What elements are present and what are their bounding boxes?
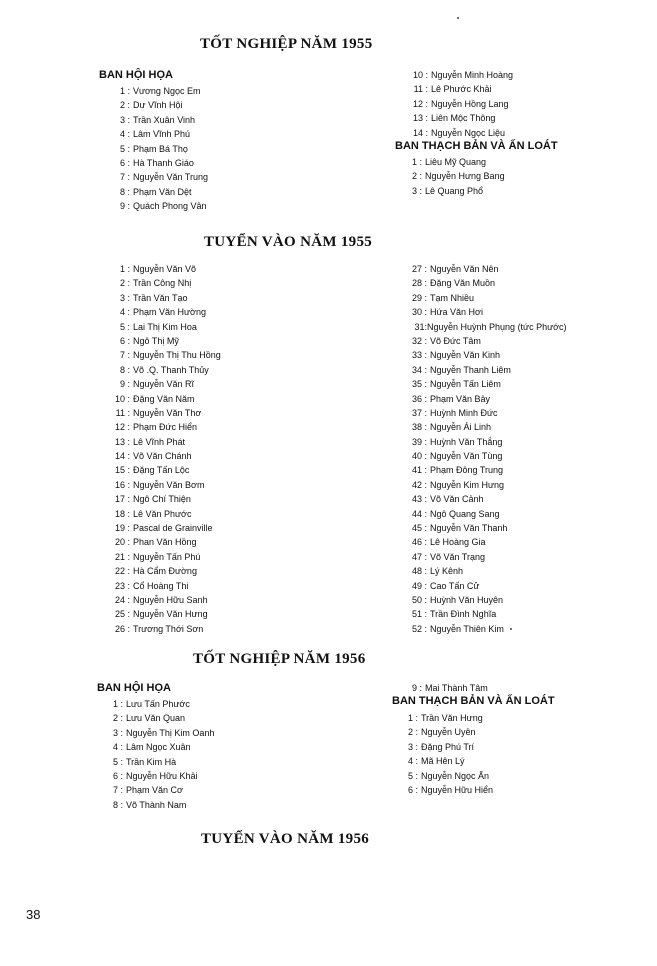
list-item: 46 : Lê Hoàng Gia bbox=[411, 537, 486, 548]
list-item: 12 : Nguyễn Hồng Lang bbox=[412, 98, 509, 109]
list-item: 7 : Phạm Văn Cơ bbox=[112, 785, 183, 796]
subhead-lithography-1955: BAN THẠCH BẢN VÀ ẤN LOÁT bbox=[395, 140, 558, 152]
list-item: 6 : Nguyễn Hữu Khải bbox=[112, 770, 198, 781]
list-admitted-1955-left bbox=[100, 262, 221, 636]
list-item: 2 : Dư Vĩnh Hội bbox=[119, 100, 183, 111]
list-item: 45 : Nguyễn Văn Thanh bbox=[411, 523, 508, 534]
list-item: 11 : Nguyễn Văn Thơ bbox=[115, 407, 202, 418]
list-admitted-1955-right bbox=[393, 262, 567, 636]
list-item: 11 : Lê Phước Khải bbox=[413, 84, 492, 95]
list-item: 7 : Nguyễn Văn Trung bbox=[119, 172, 209, 183]
list-item: 14 : Võ Văn Chánh bbox=[114, 451, 192, 462]
subhead-lithography-1956: BAN THẠCH BẢN VÀ ẤN LOÁT bbox=[392, 695, 555, 707]
subhead-painting-1956: BAN HỘI HỌA bbox=[97, 682, 171, 694]
list-item: 23 : Cổ Hoàng Thi bbox=[114, 580, 189, 591]
list-item: 39 : Huỳnh Văn Thắng bbox=[411, 436, 503, 447]
list-item: 30 : Hứa Văn Hơi bbox=[411, 307, 483, 318]
list-lithography-1956 bbox=[392, 711, 493, 797]
list-item: 24 : Nguyễn Hữu Sanh bbox=[114, 594, 208, 605]
list-item: 19 : Pascal de Grainville bbox=[114, 523, 213, 534]
list-item: 47 : Võ Văn Trạng bbox=[411, 551, 486, 562]
list-item: 2 : Nguyễn Uyên bbox=[407, 727, 476, 738]
heading-graduated-1955: TỐT NGHIỆP NĂM 1955 bbox=[200, 36, 373, 52]
list-item: 3 : Lê Quang Phổ bbox=[411, 185, 484, 196]
print-speck bbox=[510, 628, 512, 630]
list-item: 1 : Liêu Mỹ Quang bbox=[411, 157, 487, 167]
list-item: 2 : Nguyễn Hưng Bang bbox=[411, 171, 505, 182]
list-item: 48 : Lý Kênh bbox=[411, 566, 464, 577]
list-item: 37 : Huỳnh Minh Đức bbox=[411, 407, 498, 418]
list-item: 8 : Võ Thành Nam bbox=[112, 799, 187, 810]
list-item: 10 : Đặng Văn Năm bbox=[114, 393, 195, 404]
list-item: 50 : Huỳnh Văn Huyên bbox=[411, 594, 504, 605]
list-item: 8 : Phạm Văn Dệt bbox=[119, 186, 192, 197]
list-item: 29 : Tạm Nhiều bbox=[411, 292, 475, 303]
list-item: 26 : Trương Thới Sơn bbox=[114, 623, 204, 634]
list-item: 6 : Hà Thanh Giáo bbox=[119, 157, 194, 168]
list-item: 4 : Lâm Vĩnh Phú bbox=[119, 129, 191, 140]
list-item: 9 : Nguyễn Văn Rĩ bbox=[119, 379, 195, 390]
list-painting-1956-left bbox=[98, 697, 214, 812]
list-item: 5 : Nguyễn Ngọc Ấn bbox=[407, 770, 490, 781]
list-item: 1 : Trần Văn Hưng bbox=[407, 713, 483, 723]
list-item: 44 : Ngô Quang Sang bbox=[411, 508, 500, 519]
list-item: 12 : Phạm Đức Hiển bbox=[114, 422, 198, 433]
list-item: 1 : Lưu Tấn Phước bbox=[112, 699, 190, 709]
list-item: 2 : Lưu Văn Quan bbox=[112, 713, 186, 724]
list-item: 28 : Đặng Văn Muồn bbox=[411, 278, 496, 289]
list-item: 52 : Nguyễn Thiên Kim bbox=[411, 623, 504, 634]
list-item: 14 : Nguyễn Ngọc Liệu bbox=[412, 127, 506, 138]
list-item: 13 : Liên Mộc Thông bbox=[412, 113, 496, 124]
list-item: 33 : Nguyễn Văn Kinh bbox=[411, 350, 501, 361]
list-item: 9 : Quách Phong Vân bbox=[119, 201, 207, 212]
list-painting-1955-right bbox=[395, 68, 513, 140]
heading-admitted-1955: TUYỂN VÀO NĂM 1955 bbox=[204, 234, 373, 250]
list-item: 22 : Hà Cẩm Đường bbox=[114, 566, 197, 577]
list-item: 5 : Phạm Bá Thọ bbox=[119, 143, 188, 154]
heading-graduated-1956: TỐT NGHIỆP NĂM 1956 bbox=[193, 651, 366, 667]
list-item: 49 : Cao Tấn Cử bbox=[411, 580, 480, 591]
list-item: 17 : Ngô Chí Thiện bbox=[114, 494, 191, 505]
list-item: 27 : Nguyễn Văn Nên bbox=[411, 264, 499, 274]
list-item: 43 : Võ Văn Cảnh bbox=[411, 494, 484, 505]
list-item: 41 : Phạm Đông Trung bbox=[411, 465, 504, 476]
list-item: 8 : Võ .Q. Thanh Thủy bbox=[119, 364, 209, 375]
page-number: 38 bbox=[26, 907, 41, 922]
list-item: 15 : Đặng Tấn Lộc bbox=[114, 465, 190, 476]
list-item: 32 : Võ Đức Tâm bbox=[411, 335, 481, 346]
list-lithography-1955 bbox=[395, 155, 505, 198]
list-item: 51 : Trần Đình Nghĩa bbox=[411, 609, 497, 620]
list-item: 16 : Nguyễn Văn Bơm bbox=[114, 479, 205, 490]
list-item: 42 : Nguyễn Kim Hưng bbox=[411, 479, 505, 490]
list-item: 3 : Trần Văn Tạo bbox=[119, 292, 188, 303]
list-item: 34 : Nguyễn Thanh Liêm bbox=[411, 364, 511, 375]
list-painting-1956-right bbox=[395, 681, 488, 695]
list-item: 20 : Phan Văn Hồng bbox=[114, 537, 197, 548]
list-item: 3 : Đặng Phú Trí bbox=[407, 741, 475, 752]
list-item: 31:Nguyễn Huỳnh Phụng (tức Phước) bbox=[414, 321, 567, 332]
list-item: 1 : Nguyễn Văn Võ bbox=[119, 264, 197, 274]
list-item: 1 : Vương Ngọc Em bbox=[119, 86, 201, 96]
list-item: 10 : Nguyễn Minh Hoàng bbox=[412, 70, 514, 80]
list-item: 4 : Phạm Văn Hường bbox=[119, 307, 206, 318]
list-item: 6 : Ngô Thị Mỹ bbox=[119, 335, 179, 346]
list-item: 38 : Nguyễn Ái Linh bbox=[411, 422, 492, 433]
subhead-painting-1955: BAN HỘI HỌA bbox=[99, 69, 173, 81]
list-item: 5 : Lai Thị Kim Hoa bbox=[119, 321, 197, 332]
list-item: 35 : Nguyễn Tấn Liêm bbox=[411, 379, 501, 390]
list-item: 21 : Nguyễn Tấn Phú bbox=[114, 551, 201, 562]
list-item: 18 : Lê Văn Phước bbox=[114, 508, 192, 519]
list-item: 40 : Nguyễn Văn Tùng bbox=[411, 451, 503, 462]
list-item: 6 : Nguyễn Hữu Hiển bbox=[407, 784, 494, 795]
list-item: 36 : Phạm Văn Bảy bbox=[411, 393, 491, 404]
list-item: 4 : Lâm Ngọc Xuân bbox=[112, 742, 191, 753]
list-item: 4 : Mã Hên Lý bbox=[407, 756, 465, 767]
print-speck bbox=[457, 17, 459, 19]
heading-admitted-1956: TUYỂN VÀO NĂM 1956 bbox=[201, 831, 370, 847]
list-item: 13 : Lê Vĩnh Phát bbox=[114, 436, 186, 447]
list-item: 5 : Trần Kim Hà bbox=[112, 756, 177, 767]
list-item: 2 : Trần Công Nhị bbox=[119, 278, 192, 289]
list-item: 3 : Nguyễn Thị Kim Oanh bbox=[112, 727, 215, 738]
list-item: 25 : Nguyễn Văn Hưng bbox=[114, 609, 208, 620]
list-item: 7 : Nguyễn Thị Thu Hồng bbox=[119, 350, 221, 361]
list-painting-1955-left bbox=[100, 84, 208, 214]
list-item: 3 : Trần Xuân Vinh bbox=[119, 114, 196, 125]
list-item: 9 : Mai Thành Tâm bbox=[411, 683, 488, 693]
